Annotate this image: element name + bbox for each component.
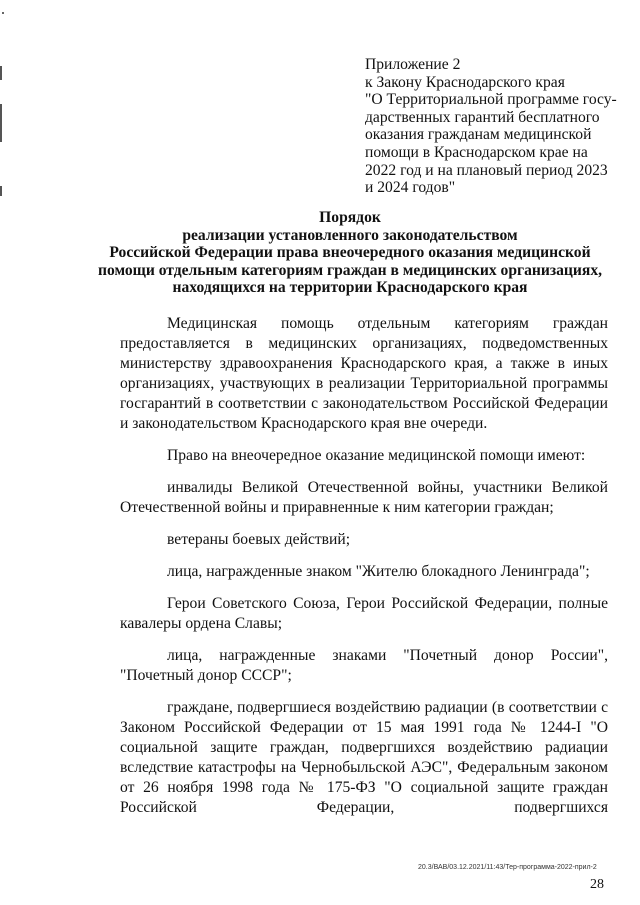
appendix-line: к Закону Краснодарского края [365,73,565,91]
appendix-line: "О Территориальной программе госу- [365,91,617,109]
body-paragraph: Медицинская помощь отдельным категориям граждан предоставляется в медицинских организациях, подведомственных министерству здравоохранения Краснодарского края, а также в иных организациях, участвующих в реализации Территориальной программы госгарантий в соответствии с законодательством Российской Федерации и законодательством Краснодарского края вне очереди. [120,315,608,432]
scan-artifact [0,104,2,142]
scan-artifact [2,12,4,14]
document-code: 20.3/ВАВ/03.12.2021/11:43/Тер-программа-2022-прил-2 [418,864,597,871]
scan-artifact [0,186,2,196]
body-paragraph: Право на внеочередное оказание медицинской помощи имеют: [167,447,586,464]
title-line: находящихся на территории Краснодарского края [172,279,528,297]
appendix-line: Приложение 2 [365,56,461,73]
appendix-line: 2022 год и на плановый период 2023 [365,161,608,179]
title-line: реализации установленного законодательством [182,226,518,244]
page-number: 28 [590,877,604,892]
appendix-line: и 2024 годов" [365,179,456,197]
appendix-line: оказания гражданам медицинской [365,126,592,144]
appendix-header [365,56,625,197]
document-title [80,209,620,297]
body-paragraph: ветераны боевых действий; [167,531,351,548]
body-paragraph: лица, награжденные знаками "Почетный донор России", "Почетный донор СССР"; [120,647,608,684]
title-line: помощи отдельным категориям граждан в медицинских организациях, [97,261,603,279]
appendix-line: помощи в Краснодарском крае на [365,143,588,161]
body-paragraph: Герои Советского Союза, Герои Российской Федерации, полные кавалеры ордена Славы; [120,595,608,632]
body-paragraph: инвалиды Великой Отечественной войны, участники Великой Отечественной войны и приравненные к ним категории граждан; [120,479,608,516]
body-paragraph: граждане, подвергшиеся воздействию радиации (в соответствии с Законом Российской Федерации от 15 мая 1991 года № 1244-I "О социальной защите граждан, подвергшихся воздействию радиации вследствие катастрофы на Чернобыльской АЭС", Федеральным законом от 26 ноября 1998 года № 175-ФЗ "О социальной защите граждан Российской Федерации, подвергшихся [120,699,608,816]
scan-artifact [0,66,2,80]
document-body [120,314,608,830]
appendix-line: дарственных гарантий бесплатного [365,108,600,126]
title-line: Российской Федерации права внеочередного оказания медицинской [109,244,591,262]
body-paragraph: лица, награжденные знаком "Жителю блокадного Ленинграда"; [167,563,590,580]
title-line: Порядок [319,209,381,226]
